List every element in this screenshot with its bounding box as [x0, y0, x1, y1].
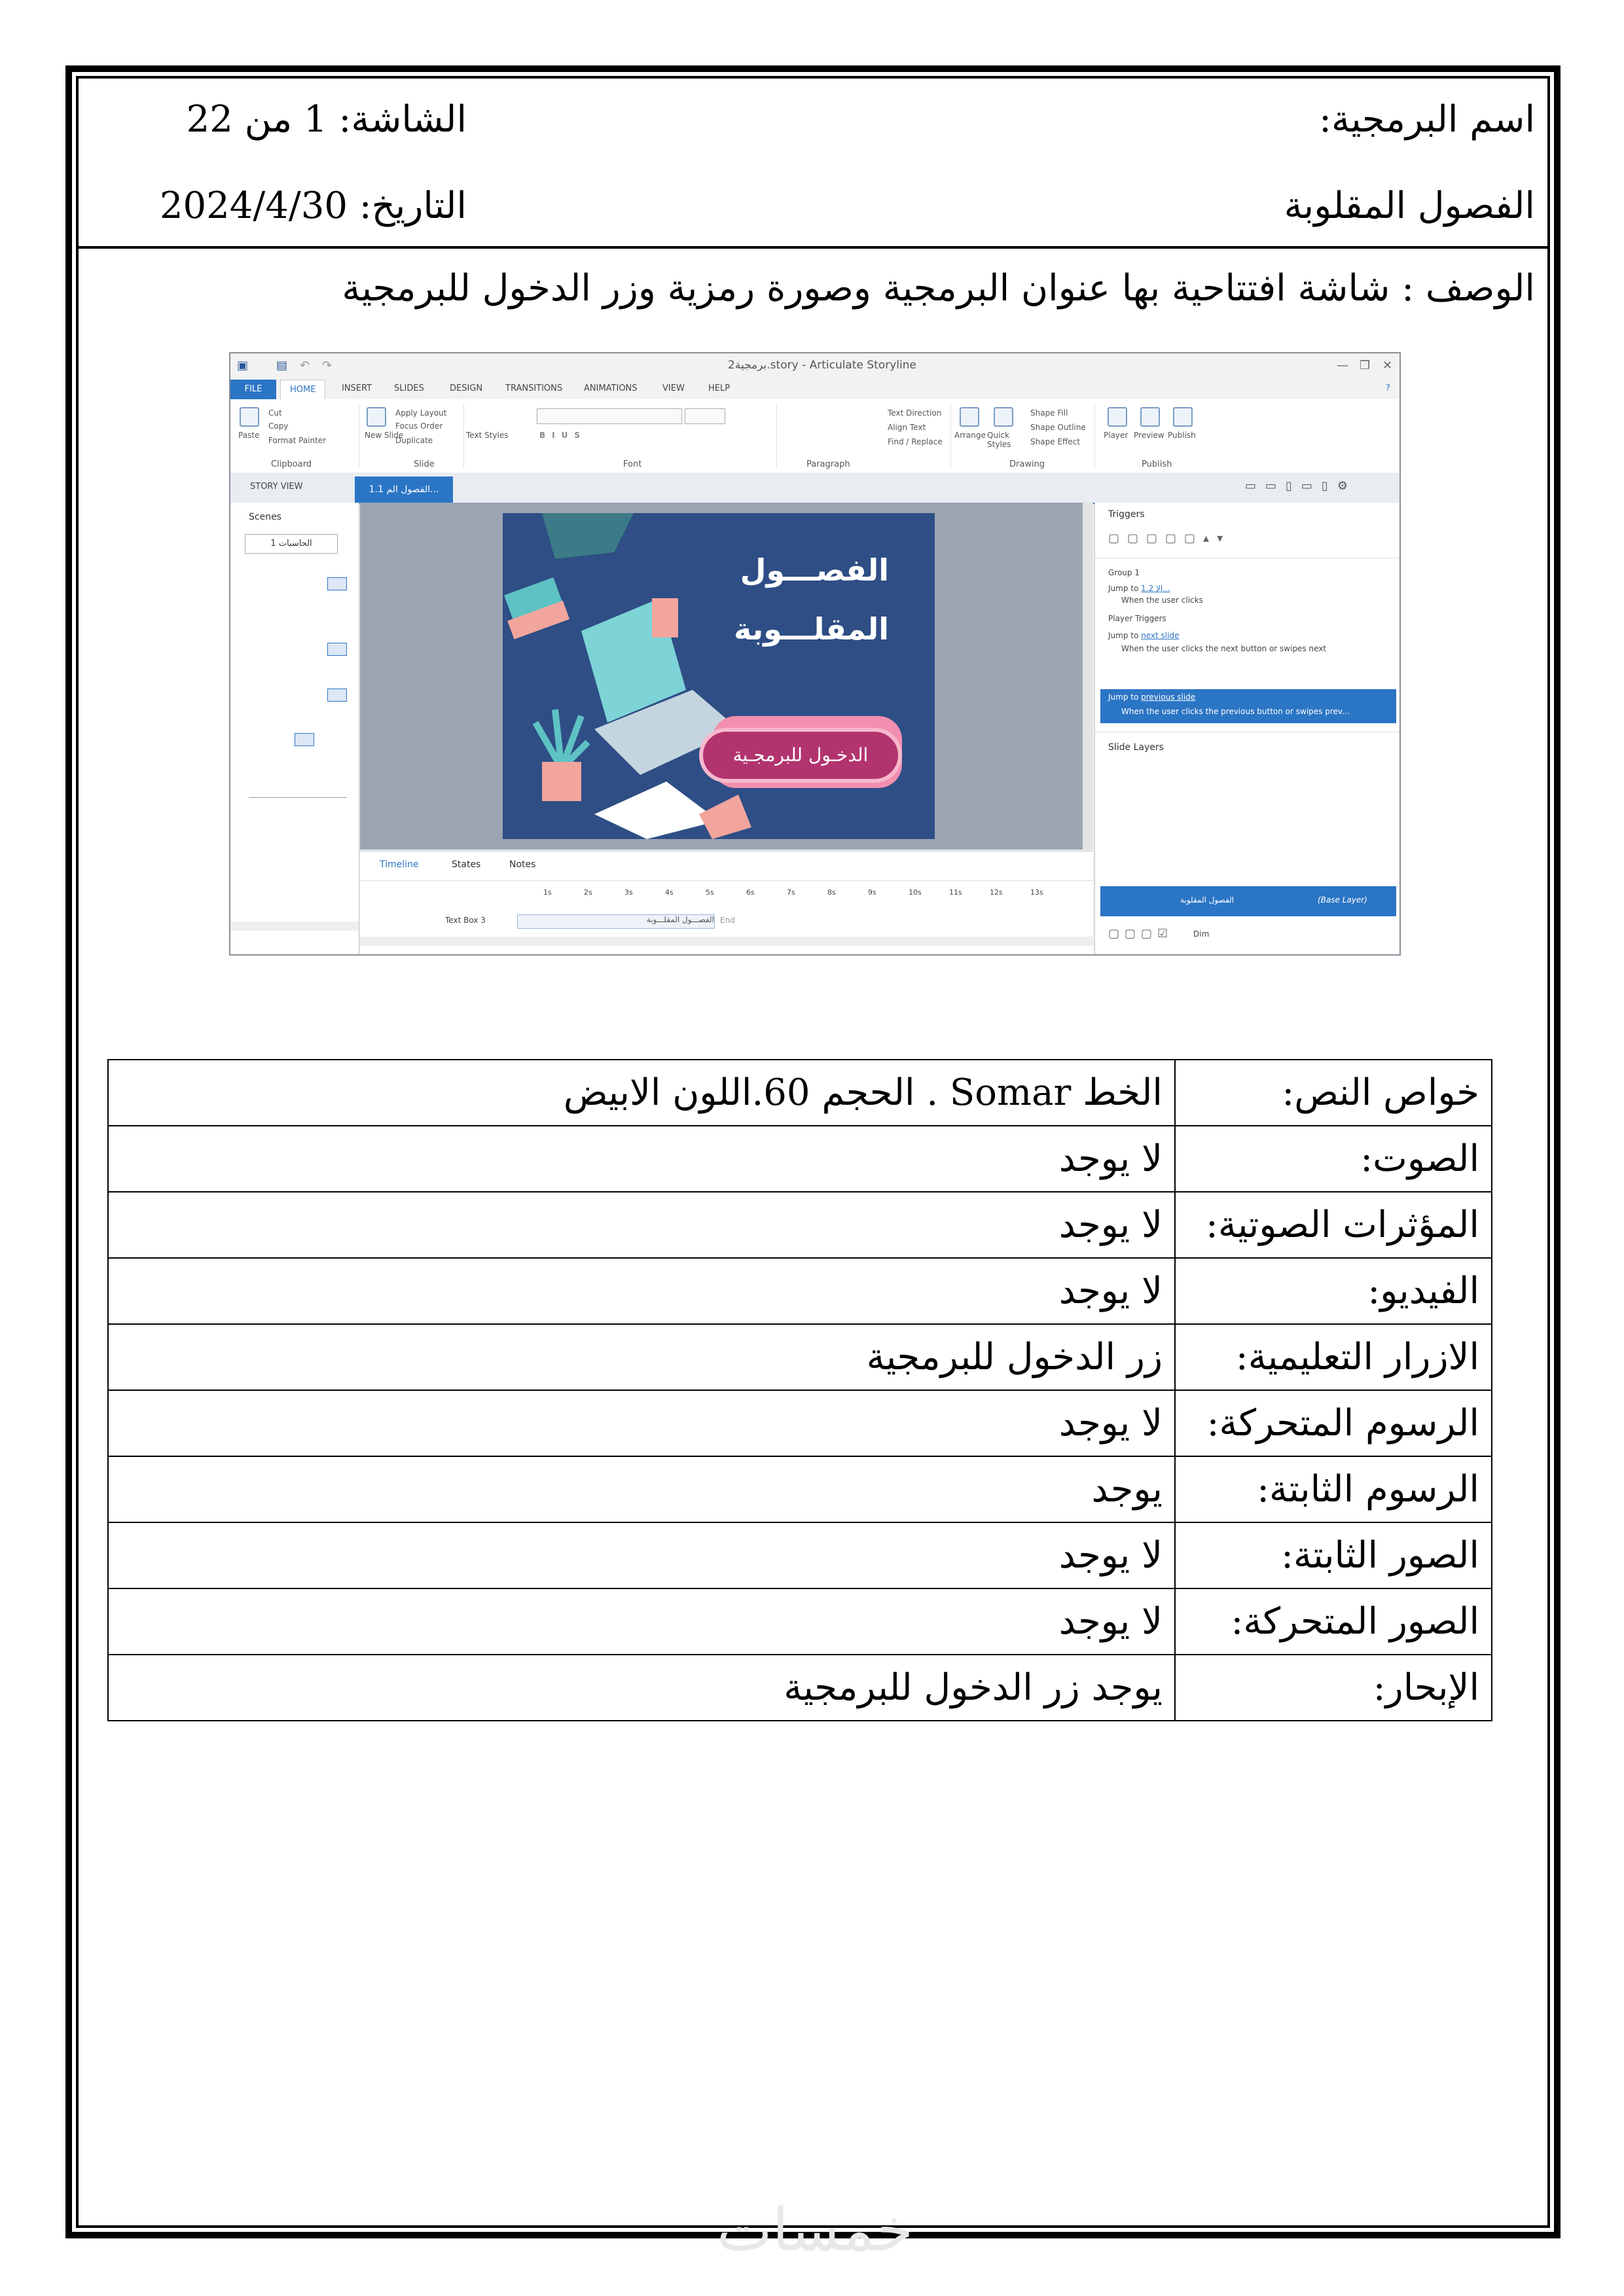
canvas-scrollbar[interactable]	[1083, 503, 1093, 850]
duplicate-button[interactable]: Duplicate	[395, 436, 433, 445]
window-titlebar	[230, 353, 1399, 380]
property-label: الصور المتحركة:	[1175, 1588, 1492, 1655]
player-button[interactable]: Player	[1104, 431, 1128, 440]
group-1-label[interactable]: Group 1	[1108, 568, 1140, 577]
ribbon-separator	[463, 403, 464, 469]
table-row	[108, 1126, 1492, 1192]
font-format-buttons[interactable]: BIUS	[539, 431, 586, 440]
shape-outline-button[interactable]: Shape Outline	[1030, 423, 1086, 432]
tab-help[interactable]: HELP	[708, 384, 731, 393]
description: الوصف : شاشة افتتاحية بها عنوان البرمجية وصورة رمزية وزر الدخول للبرمجية	[342, 267, 1535, 310]
plant-shape	[535, 709, 588, 768]
plant-pot-shape	[542, 762, 581, 801]
ribbon-separator	[950, 403, 951, 469]
property-value: لا يوجد	[108, 1390, 1175, 1456]
property-label: الإبحار:	[1175, 1655, 1492, 1721]
slide-thumbnail[interactable]	[295, 733, 314, 746]
quick-styles-button[interactable]: Quick Styles	[987, 431, 1011, 449]
font-group-label: Font	[623, 459, 642, 469]
property-label: الصوت:	[1175, 1126, 1492, 1192]
tab-design[interactable]: DESIGN	[450, 384, 483, 393]
next-slide-link[interactable]: next slide	[1141, 631, 1180, 640]
slide-thumbnail[interactable]	[327, 577, 347, 590]
program-label: اسم البرمجية:	[1319, 98, 1535, 141]
slide-tab[interactable]: 1.1 الفصول الم...	[355, 476, 453, 503]
states-tab[interactable]: States	[452, 859, 481, 870]
property-value: لا يوجد	[108, 1522, 1175, 1588]
property-value: يوجد	[108, 1456, 1175, 1522]
previous-slide-link[interactable]: previous slide	[1141, 692, 1196, 702]
find-replace-button[interactable]: Find / Replace	[888, 437, 943, 446]
text-styles-button[interactable]: Text Styles	[466, 431, 509, 440]
timeline-divider	[360, 880, 1093, 881]
scene-connector	[249, 797, 347, 810]
scenes-panel	[230, 503, 359, 956]
help-icon[interactable]: ?	[1386, 384, 1390, 393]
tablet-shape	[699, 795, 751, 839]
shape-fill-button[interactable]: Shape Fill	[1030, 408, 1068, 418]
tab-slides[interactable]: SLIDES	[394, 384, 424, 393]
table-row	[108, 1258, 1492, 1324]
trigger-condition: When the user clicks	[1121, 596, 1203, 605]
format-painter-button[interactable]: Format Painter	[268, 436, 327, 445]
timeline-row-label: Text Box 3	[445, 916, 486, 925]
properties-table	[107, 1059, 1492, 1721]
trigger-jump-text: Jump to	[1108, 584, 1139, 593]
tab-animations[interactable]: ANIMATIONS	[584, 384, 638, 393]
timeline-tick: 10s	[909, 888, 922, 897]
close-icon[interactable]: ✕	[1382, 359, 1393, 372]
slide-group-label: Slide	[414, 459, 435, 469]
slide-title-line-2: المقلـــوبة	[734, 611, 889, 647]
table-row	[108, 1060, 1492, 1126]
timeline-tick: 3s	[624, 888, 633, 897]
timeline-tick: 2s	[584, 888, 592, 897]
date-value: 2024/4/30	[159, 185, 348, 227]
ribbon-tabs	[230, 380, 1399, 399]
ribbon-separator	[1094, 403, 1095, 469]
arrange-button[interactable]: Arrange	[954, 431, 986, 440]
screen-field	[187, 98, 467, 141]
timeline-tick: 8s	[827, 888, 836, 897]
table-row	[108, 1655, 1492, 1721]
scenes-scrollbar[interactable]	[230, 922, 359, 931]
player-triggers-label: Player Triggers	[1108, 614, 1166, 623]
property-label: الازرار التعليمية:	[1175, 1324, 1492, 1390]
cut-button[interactable]: Cut	[268, 408, 282, 418]
triggers-panel	[1094, 503, 1401, 956]
date-field	[160, 185, 467, 227]
timeline-tick: 13s	[1030, 888, 1043, 897]
slide-preview	[503, 513, 935, 839]
timeline-end: End	[720, 916, 735, 925]
table-row	[108, 1324, 1492, 1390]
property-value: زر الدخول للبرمجية	[108, 1324, 1175, 1390]
triggers-title: Triggers	[1108, 509, 1145, 520]
quick-styles-icon[interactable]	[994, 407, 1013, 427]
player-icon[interactable]	[1108, 407, 1127, 427]
timeline-tick: 12s	[990, 888, 1003, 897]
prev-trigger-text: Jump to	[1108, 692, 1139, 702]
map-shape	[542, 513, 634, 559]
drawing-group-label: Drawing	[1009, 459, 1045, 469]
table-row	[108, 1390, 1492, 1456]
focus-order-button[interactable]: Focus Order	[395, 422, 443, 431]
copy-button[interactable]: Copy	[268, 422, 289, 431]
slide-thumbnail[interactable]	[327, 643, 347, 656]
publish-icon[interactable]	[1173, 407, 1193, 427]
property-value: الخط Somar . الحجم 60.اللون الابيض	[108, 1060, 1175, 1126]
next-trigger-condition: When the user clicks the next button or swipes next	[1121, 644, 1327, 653]
storyline-screenshot	[229, 352, 1401, 956]
window-title: برمجية2.story - Articulate Storyline	[728, 359, 916, 372]
property-label: الرسوم الثابتة:	[1175, 1456, 1492, 1522]
timeline-tick: 5s	[706, 888, 714, 897]
story-view-tab[interactable]: STORY VIEW	[250, 482, 303, 492]
tab-transitions[interactable]: TRANSITIONS	[505, 384, 563, 393]
table-row	[108, 1522, 1492, 1588]
storyline-logo-icon: ▣	[237, 359, 249, 372]
dim-label: Dim	[1193, 929, 1210, 939]
ribbon-separator	[776, 403, 777, 469]
view-mode-icons[interactable]: ▭▭▯▭▯⚙	[1245, 479, 1357, 493]
table-row	[108, 1192, 1492, 1258]
slide-canvas	[360, 503, 1093, 850]
shape-effect-button[interactable]: Shape Effect	[1030, 437, 1080, 446]
undo-icon[interactable]: ↶	[300, 359, 310, 372]
publish-button[interactable]: Publish	[1168, 431, 1196, 440]
table-row	[108, 1588, 1492, 1655]
layer-toolbar-icons[interactable]: ▢▢▢☑	[1108, 927, 1174, 941]
property-label: الفيديو:	[1175, 1258, 1492, 1324]
scenes-title: Scenes	[249, 512, 281, 522]
minimize-icon[interactable]: —	[1337, 359, 1348, 372]
timeline-tab[interactable]: Timeline	[380, 859, 419, 870]
redo-icon[interactable]: ↷	[322, 359, 333, 372]
next-trigger-text: Jump to	[1108, 631, 1139, 640]
tablet-shape	[594, 781, 719, 839]
preview-icon[interactable]	[1140, 407, 1160, 427]
align-text-button[interactable]: Align Text	[888, 423, 926, 432]
document-tabs	[230, 473, 1399, 504]
next-trigger[interactable]	[1108, 631, 1179, 640]
timeline-row-bar[interactable]: الفصـــول المقلـــوبة	[517, 914, 715, 929]
table-row	[108, 1456, 1492, 1522]
timeline-tick: 9s	[868, 888, 876, 897]
trigger-jump-label[interactable]	[1108, 584, 1170, 593]
timeline-tick: 7s	[787, 888, 795, 897]
property-label: خواص النص:	[1175, 1060, 1492, 1126]
timeline-panel	[360, 851, 1093, 956]
font-family-select[interactable]	[537, 408, 682, 424]
tab-insert[interactable]: INSERT	[342, 384, 372, 393]
cup-shape	[652, 598, 678, 637]
property-label: الصور الثابتة:	[1175, 1522, 1492, 1588]
timeline-tick: 11s	[949, 888, 962, 897]
property-value: يوجد زر الدخول للبرمجية	[108, 1655, 1175, 1721]
property-value: لا يوجد	[108, 1192, 1175, 1258]
paragraph-group-label: Paragraph	[806, 459, 850, 469]
prev-trigger[interactable]	[1108, 692, 1195, 702]
property-label: الرسوم المتحركة:	[1175, 1390, 1492, 1456]
preview-button[interactable]: Preview	[1134, 431, 1164, 440]
timeline-tick: 4s	[665, 888, 674, 897]
base-layer-name: الفصول المقلوبة	[1180, 895, 1235, 905]
restore-icon[interactable]: ❐	[1360, 359, 1371, 372]
publish-group-label: Publish	[1142, 459, 1172, 469]
paste-icon[interactable]	[240, 407, 259, 427]
arrange-icon[interactable]	[960, 407, 979, 427]
tab-view[interactable]: VIEW	[662, 384, 685, 393]
font-size-select[interactable]	[685, 408, 725, 424]
clipboard-group-label: Clipboard	[271, 459, 312, 469]
timeline-scrollbar[interactable]	[360, 937, 1093, 946]
new-slide-button[interactable]: New Slide	[365, 431, 404, 440]
enter-program-button[interactable]: الدخـول للبرمجـية	[699, 728, 902, 783]
save-icon[interactable]: ▤	[276, 359, 288, 372]
scene-select[interactable]: 1 الحاسبات	[245, 534, 338, 554]
slide-title-line-1: الفصـــول	[740, 552, 889, 588]
date-label: التاريخ:	[359, 185, 467, 227]
screen-value: 1 من 22	[186, 98, 327, 141]
screen-label: الشاشة:	[338, 98, 467, 141]
text-direction-button[interactable]: Text Direction	[888, 408, 942, 418]
timeline-tick: 1s	[543, 888, 552, 897]
slide-thumbnail[interactable]	[327, 689, 347, 702]
paste-button[interactable]: Paste	[238, 431, 260, 440]
notes-tab[interactable]: Notes	[509, 859, 536, 870]
property-label: المؤثرات الصوتية:	[1175, 1192, 1492, 1258]
watermark: خمسات	[717, 2196, 914, 2265]
new-slide-icon[interactable]	[367, 407, 386, 427]
program-name: الفصول المقلوبة	[1284, 185, 1535, 227]
property-value: لا يوجد	[108, 1588, 1175, 1655]
header-divider	[76, 246, 1550, 249]
trigger-target-link[interactable]: 1.2 الإ...	[1141, 584, 1170, 593]
slide-layers-title: Slide Layers	[1108, 742, 1164, 753]
property-value: لا يوجد	[108, 1258, 1175, 1324]
trigger-toolbar-icons[interactable]: ▢▢▢▢▢▴▾	[1108, 531, 1231, 545]
tab-file[interactable]: FILE	[230, 380, 276, 399]
property-value: لا يوجد	[108, 1126, 1175, 1192]
ribbon	[230, 399, 1399, 473]
prev-trigger-condition: When the user clicks the previous button or swipes prev...	[1121, 707, 1350, 716]
timeline-tick: 6s	[746, 888, 755, 897]
base-layer-tag: (Base Layer)	[1318, 895, 1367, 905]
tab-home[interactable]: HOME	[280, 380, 325, 400]
apply-layout-button[interactable]: Apply Layout	[395, 408, 447, 418]
